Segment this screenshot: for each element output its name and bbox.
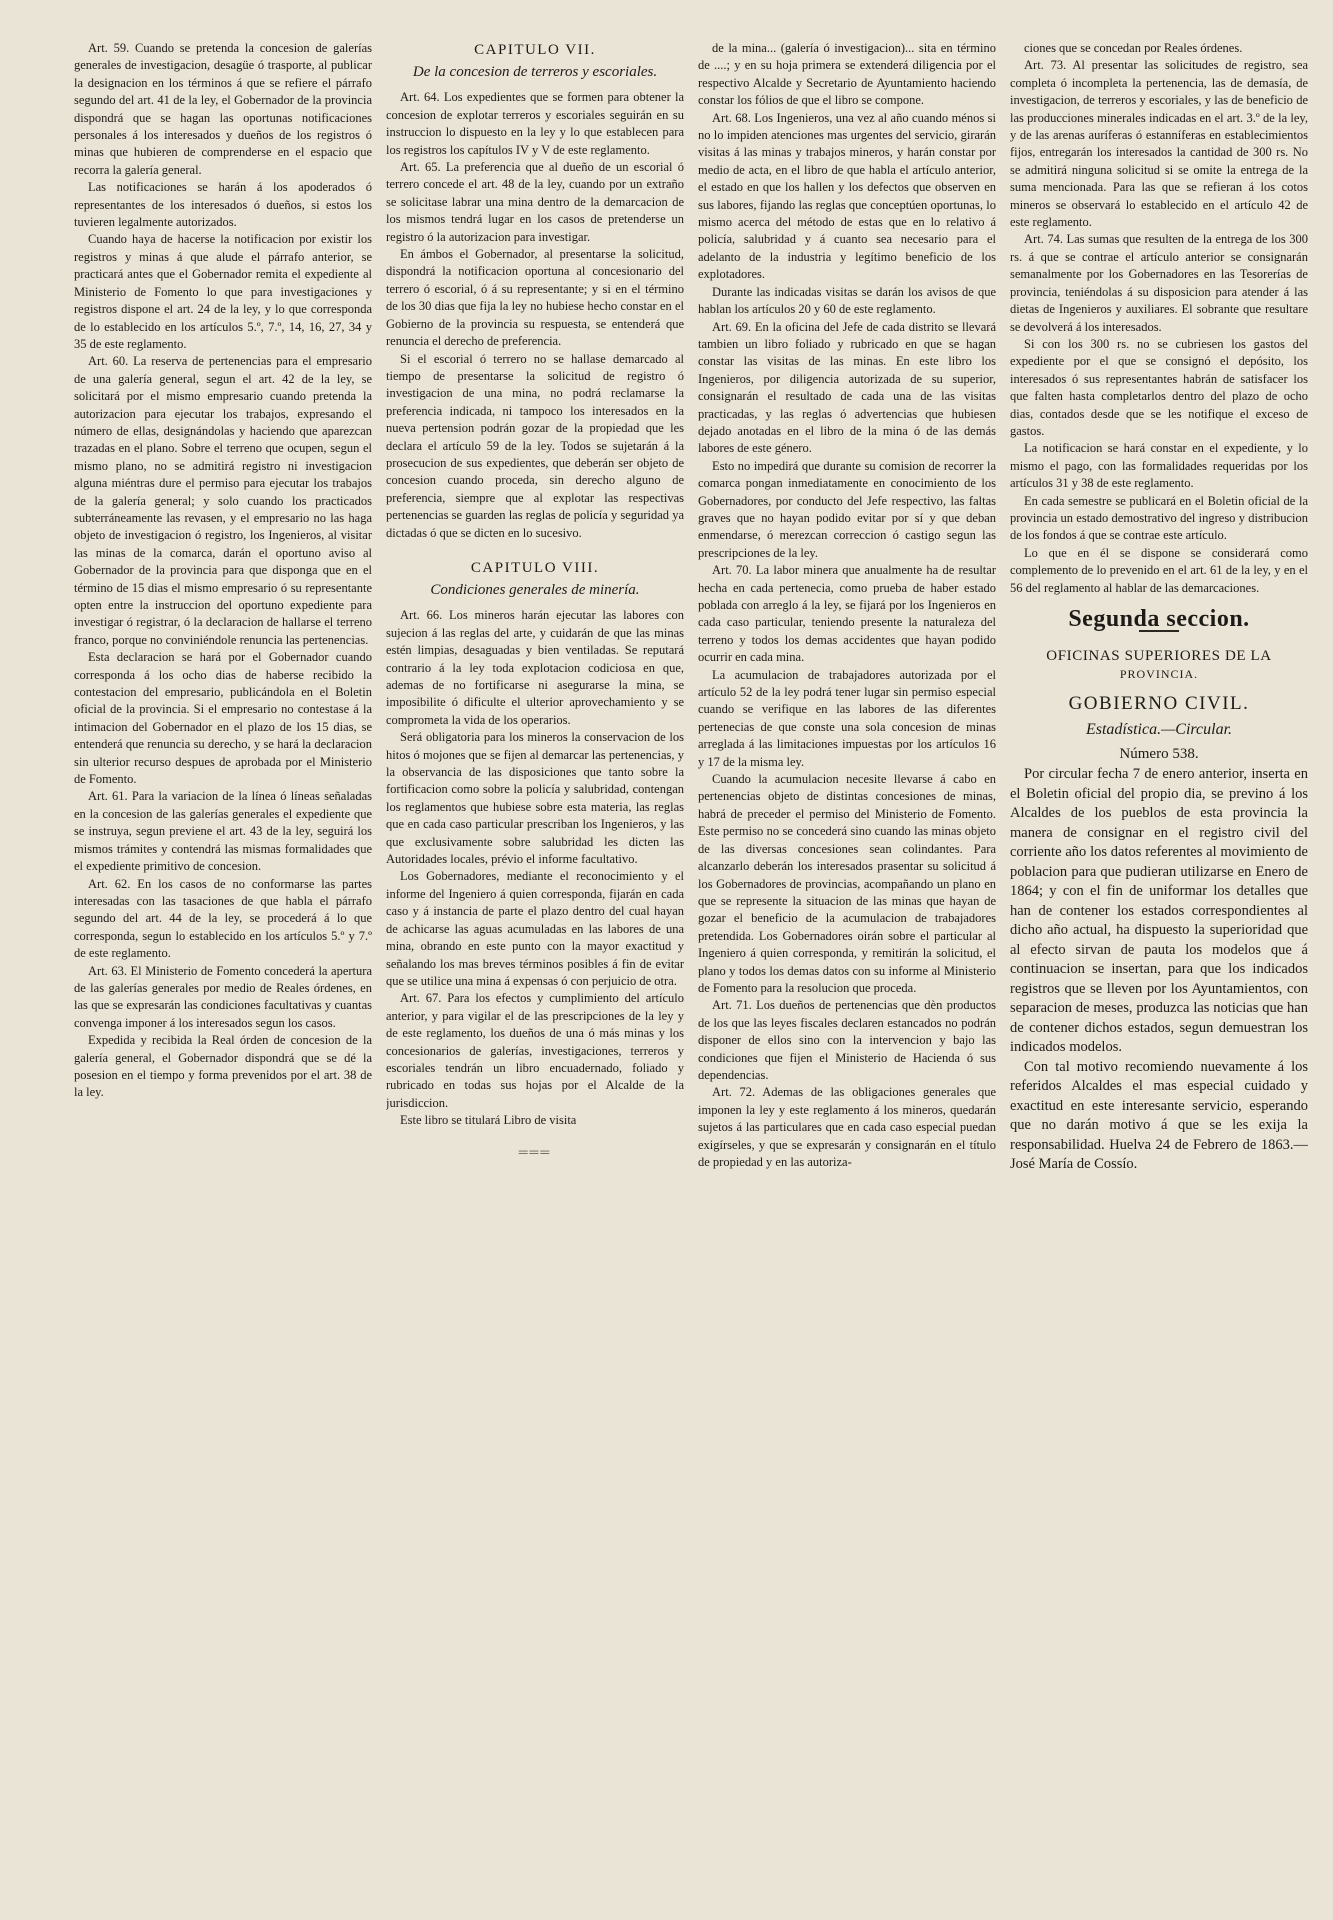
article-71: Art. 71. Los dueños de pertenencias que dèn productos de los que las leyes fiscales declaren estancados no podrán disponer de ellos sino con la intervencion y bajo las condiciones que fijen el Ministerio de Hacienda ó sus dependencias. <box>698 998 996 1082</box>
article-70: Art. 70. La labor minera que anualmente ha de resultar hecha en cada pertenecia, como prueba de haber estado poblada con arreglo á la ley, se fijará por los Ingenieros en cada caso particular, teniendo presente la naturaleza del terreno y todos los demas accidentes que hayan podido ocurrir en cada mina. <box>698 563 996 665</box>
article-66: Art. 66. Los mineros harán ejecutar las labores con sujecion á las reglas del arte, y cuidarán de que las minas estén limpias, desaguadas y bien ventiladas. Se reputará contrario á la ley toda explotacion codiciosa en que, ademas de no fortificarse ni asegurarse la mina, se imposibilite ó dificulte el ulterior aprovechamiento y se comprometa la vida de los operarios. <box>386 608 684 727</box>
column-2 <box>386 40 684 1910</box>
section-title: Segunda seccion. <box>1068 606 1250 632</box>
paragraph: En ámbos el Gobernador, al presentarse la solicitud, dispondrá la notificacion oportuna al concesionario del terrero ó escorial, ó á su representante; y si en el término de los 30 dias que fija la ley no hubiese hecho constar en el Gobierno de la provincia su respuesta, se entenderá que renuncia el derecho de preferencia. <box>386 247 684 349</box>
article-67: Art. 67. Para los efectos y cumplimiento del artículo anterior, y para vigilar el de las prescripciones de la ley y de este reglamento, los dueños de una ó más minas y los concesionarios de galerías, investigaciones, terreros y escoriales tendrán un libro encuadernado, foliado y rubricado en todas sus hojas por el Alcalde de la jurisdiccion. <box>386 991 684 1110</box>
article-68: Art. 68. Los Ingenieros, una vez al año cuando ménos si no lo impiden atenciones mas urgentes del servicio, girarán visitas á las minas y trabajos mineros, y harán constar por medio de acta, en el libro de que habla el artículo anterior, el estado en que los hallen y los defectos que observen en sus labores, fijando las reglas que conceptúen oportunas, lo mismo acerca del método de estas que en lo relativo á policía, salubridad y á cuanto sea necesario para el adelanto de la industria y legítimo beneficio de los explotadores. <box>698 110 996 282</box>
article-63: Art. 63. El Ministerio de Fomento concederá la apertura de las galerías generales por medio de Reales órdenes, en las que se expresarán las condiciones facultativas y cuantas convenga imponer á los interesados segun los casos. <box>74 963 372 1030</box>
article-62: Art. 62. En los casos de no conformarse las partes interesadas con las tasaciones de que habla el párrafo segundo del art. 44 de la ley, se procederá á lo que corresponda, segun lo establecido en los artículos 5.º y 7.º de este reglamento. <box>74 876 372 961</box>
column-3 <box>698 40 996 1910</box>
article-69: Art. 69. En la oficina del Jefe de cada distrito se llevará tambien un libro foliado y rubricado en que se hagan constar las visitas de las minas. En este libro los Ingenieros, por diligencia autorizada de su superior, consignarán el resultado de cada una de las visitas practicadas, y las reglas ó advertencias que hubiesen dejado anotadas en el libro de la mina ó de las demás labores de este género. <box>698 319 996 456</box>
paragraph: ciones que se concedan por Reales órdenes. <box>1024 41 1243 55</box>
paragraph: La acumulacion de trabajadores autorizada por el artículo 52 de la ley podrá tener lugar sin permiso especial cuando se verifique en las labores de las diferentes pertenecias de que conste una sola concesion de minas arreglada á las limitaciones impuestas por los artículos 16 y 17 de la misma ley. <box>698 667 996 769</box>
article-65: Art. 65. La preferencia que al dueño de un escorial ó terrero concede el art. 48 de la ley, cuando por un extraño se solicitase labrar una mina dentro de la demarcacion de los mismos tendrá lugar en los casos de pretenderse un registro ó la autorizacion para investigar. <box>386 160 684 244</box>
paragraph: Esto no impedirá que durante su comision de recorrer la comarca pongan inmediatamente en conocimiento de los Gobernadores, por conducto del Jefe respectivo, las faltas graves que no hayan podido evitar por sí y que deban enmendarse, ó merezcan correccion ó castigo segun las prescripciones de la ley. <box>698 458 996 560</box>
article-73: Art. 73. Al presentar las solicitudes de registro, sea completa ó incompleta la pertenencia, las de demasía, de investigacion, de terreros y escoriales, y las de beneficio de las producciones minerales indicadas en el art. 3.º de la ley, y de las arenas auríferas ó estanníferas en establecimientos fijos, entregarán los interesados la cantidad de 300 rs. No se admitirá ninguna solicitud si se omite la entrega de la suma mencionada. Para las que se refieran á los cotos mineros se observará lo establecido en el artículo 42 de este reglamento. <box>1010 58 1308 230</box>
article-74: Art. 74. Las sumas que resulten de la entrega de los 300 rs. á que se contrae el artículo anterior se consignarán semanalmente por los Gobernadores en las Tesorerías de provincia, teniéndolas á su disposicion para atender á las dietas de Ingenieros y auxiliares. El sobrante que resultare se devolverá á los interesados. <box>1010 232 1308 334</box>
paragraph: Los Gobernadores, mediante el reconocimiento y el informe del Ingeniero á quien corresponda, fijarán en cada caso y á instancia de parte el plazo dentro del cual hayan de achicarse las aguas acumuladas en las labores de una mina, obrando en este punto con la mayor exactitud y señalando los mas breves términos posibles á fin de evitar que se utilice una mina á expensas ó con perjuicio de otra. <box>386 869 684 988</box>
paragraph: de la mina... (galería ó investigacion)... sita en término de ....; y en su hoja primera se extenderá diligencia por el respectivo Alcalde y Secretario de Ayuntamiento haciendo constar los fólios de que el libro se compone. <box>698 41 996 108</box>
circular-number: Número 538. <box>1119 746 1199 763</box>
chapter-8-title: Condiciones generales de minería. <box>430 582 640 599</box>
article-60: Art. 60. La reserva de pertenencias para el empresario de una galería general, segun el art. 42 de la ley, se solicitará por el mismo empresario cuando pretenda la autorizacion para ejecutar los trabajos, expresando el número de ellas, designándolas y haciendo que aparezcan trazadas en el plano. Sobre el terreno que ocupen, segun el mismo plano, no se admitirá registro ni investigacion alguna miéntras dure el permiso para ejecutar los trabajos de la galería general; y solo cuando los practicados subterráneamente las revasen, y el empresario no las haga objeto de investigacion ó registro, los Ingenieros, al visitar las minas de la comarca, darán el oportuno aviso al Gobernador de la provincia para que disponga que en el término de 15 dias el mismo empresario ó su representante opten entre la instruccion del oportuno expediente para investigar ó registrar, ó la declaracion de hallarse el terreno franco, porque no conviniéndole renuncia las pertenencias. <box>74 354 372 647</box>
gobierno-heading: GOBIERNO CIVIL. <box>1068 693 1250 715</box>
column-4 <box>1010 40 1308 1910</box>
article-72: Art. 72. Ademas de las obligaciones generales que imponen la ley y este reglamento á los mineros, quedarán sujetos á las particulares que en cada caso especial puedan exigírseles, y que se expresarán y consignarán en el título de propiedad y en las autoriza- <box>698 1085 996 1169</box>
paragraph: Lo que en él se dispone se considerará como complemento de lo prevenido en el art. 61 de la ley, y en el 56 del reglamento al hablar de las demarcaciones. <box>1010 545 1308 595</box>
paragraph: Este libro se titulará Libro de visita <box>400 1113 577 1128</box>
chapter-7-heading: CAPITULO VII. <box>474 42 596 58</box>
article-61: Art. 61. Para la variacion de la línea ó líneas señaladas en la concesion de las galerías generales el expediente que se instruya, segun previene el art. 43 de la ley, seguirá los mismos trámites y contendrá las mismas formalidades que el expediente primitivo de concesion. <box>74 789 372 874</box>
article-64: Art. 64. Los expedientes que se formen para obtener la concesion de explotar terreros y escoriales seguirán en su instruccion lo dispuesto en la ley y lo que establecen para los registros los capítulos IV y V de este reglamento. <box>386 90 684 157</box>
paragraph: Será obligatoria para los mineros la conservacion de los hitos ó mojones que se fijen al demarcar las pertenencias, y la observancia de las disposiciones que tanto sobre la fortificacion como sobre la policía y salubridad, contengan los reglamentos que hubiese sobre esta materia, las reglas que en cada caso particular prescriban los Ingenieros, y las que exclusivamente sobre salubridad les dicten las Autoridades locales, prévio el informe facultativo. <box>386 730 684 867</box>
offices-subheading: PROVINCIA. <box>1119 666 1199 681</box>
paragraph: Cuando la acumulacion necesite llevarse á cabo en pertenencias objeto de distintas concesiones de minas, habrá de preceder el permiso del Ministerio de Fomento. Este permiso no se concederá sino cuando las minas objeto de las diversas concesiones sean colindantes. Para alcanzarlo deberán los interesados prasentar su solicitud á los Gobernadores de provincias, acompañando un plano en que se represente la situacion de las minas que hayan de gozar el beneficio de la acumulacion de trabajadores pretendida. Los Gobernadores oirán sobre el particular al Ingeniero á quien corresponda, y remitirán la solicitud, el plano y todos los demas datos con su informe al Ministerio de Fomento para la resolucion que proceda. <box>698 772 996 995</box>
paragraph: Cuando haya de hacerse la notificacion por existir los registros y minas á que alude el párrafo anterior, se practicará antes que el Gobernador remita el expediente al Ministerio de Fomento lo que para investigaciones y registros dispone el art. 24 de la ley, y lo que corresponda de lo establecido en los artículos 5.º, 7.º, 14, 16, 27, 34 y 35 de este reglamento. <box>74 232 372 351</box>
circular-body <box>1010 765 1308 1175</box>
paragraph: Esta declaracion se hará por el Gobernador cuando corresponda á los ocho dias de haberse recibido la contestacion del empresario, publicándola en el Boletin oficial de la provincia. Si el empresario no contestase á la intimacion del Gobernador en el plazo de los 15 dias, se entenderá que renuncia su derecho, y se hará la declaracion sin ulterior recurso despues de aprobada por el Ministerio de Fomento. <box>74 650 372 787</box>
article-59: Art. 59. Cuando se pretenda la concesion de galerías generales de investigacion, desagüe ó trasporte, al publicar la designacion en los términos á que se refiere el párrafo segundo del art. 41 de la ley, el Gobernador de la provincia dispondrá que se hagan las oportunas notificaciones personales á los interesados y dueños de los registros ó minas que hubieren de comprenderse en el espacio que recorra la galería general. <box>74 41 372 177</box>
paragraph: Si el escorial ó terrero no se hallase demarcado al tiempo de presentarse la solicitud de registro ó investigacion de una mina, no podrá reclamarse la preferencia indicada, ni tampoco los interesados en la nueva pertension podrán gozar de la propiedad que les declara el artículo 59 de la ley. Todos se sujetarán á la prosecucion de sus expedientes, que deberán ser objeto de concesion cuando proceda, sin derecho alguno de preferencia, siempre que al explotar las respectivas pertenencias se guarden las reglas de policía y seguridad ya dictadas ó que se dicten en lo sucesivo. <box>386 351 684 540</box>
ornament-icon: ═══ <box>518 1144 552 1159</box>
paragraph: Las notificaciones se harán á los apoderados ó representantes de los interesados ó dueños, si estos los tuvieren legalmente autorizados. <box>74 180 372 230</box>
column-1 <box>74 40 372 1910</box>
paragraph: Durante las indicadas visitas se darán los avisos de que hablan los artículos 20 y 60 de este reglamento. <box>698 284 996 317</box>
chapter-7-title: De la concesion de terreros y escoriales. <box>412 64 658 81</box>
paragraph: Si con los 300 rs. no se cubriesen los gastos del expediente por el que se consignó el depósito, los interesados ó sus representantes habrán de satisfacer los que falten hasta completarlos dentro del plazo de ocho dias, contados desde que se les notifique el exceso de gastos. <box>1010 336 1308 438</box>
paragraph: La notificacion se hará constar en el expediente, y lo mismo el pago, con las formalidades requeridas por los artículos 31 y 38 de este reglamento. <box>1010 441 1308 491</box>
paragraph: En cada semestre se publicará en el Boletin oficial de la provincia un estado demostrativo del ingreso y distribucion de los fondos á que se contrae este artículo. <box>1010 493 1308 543</box>
chapter-8-heading: CAPITULO VIII. <box>470 559 600 576</box>
paragraph: Con tal motivo recomiendo nuevamente á los referidos Alcaldes el mas especial cuidado y exactitud en este interesante servicio, esperando que no darán motivo á que se les exija la responsabilidad. Huelva 24 de Febrero de 1863.—José María de Cossío. <box>1010 1058 1308 1173</box>
offices-heading: OFICINAS SUPERIORES DE LA <box>1046 648 1272 665</box>
paragraph: Por circular fecha 7 de enero anterior, inserta en el Boletin oficial del propio dia, se previno á los Alcaldes de los pueblos de esta provincia la manera de consignar en el registro civil del corriente año los datos referentes al movimiento de poblacion para que pudieran utilizarse en Enero de 1864; y con el fin de uniformar los detalles que han de contener los estados correspondientes al dicho año actual, ha dispuesto la superioridad que al efecto sirvan de pauta los modelos que á continuacion se insertan, para que los indicados registros que se lleven por los Ayuntamientos, con separacion de meses, produzca las noticias que han de contener dichos estados, segun demuestran los indicados modelos. <box>1010 766 1308 1056</box>
circular-subject: Estadística.—Circular. <box>1085 720 1233 738</box>
paragraph: Expedida y recibida la Real órden de concesion de la galería general, el Gobernador dispondrá que se dé la posesion en el tiempo y forma prevenidos por el art. 38 de la ley. <box>74 1033 372 1100</box>
